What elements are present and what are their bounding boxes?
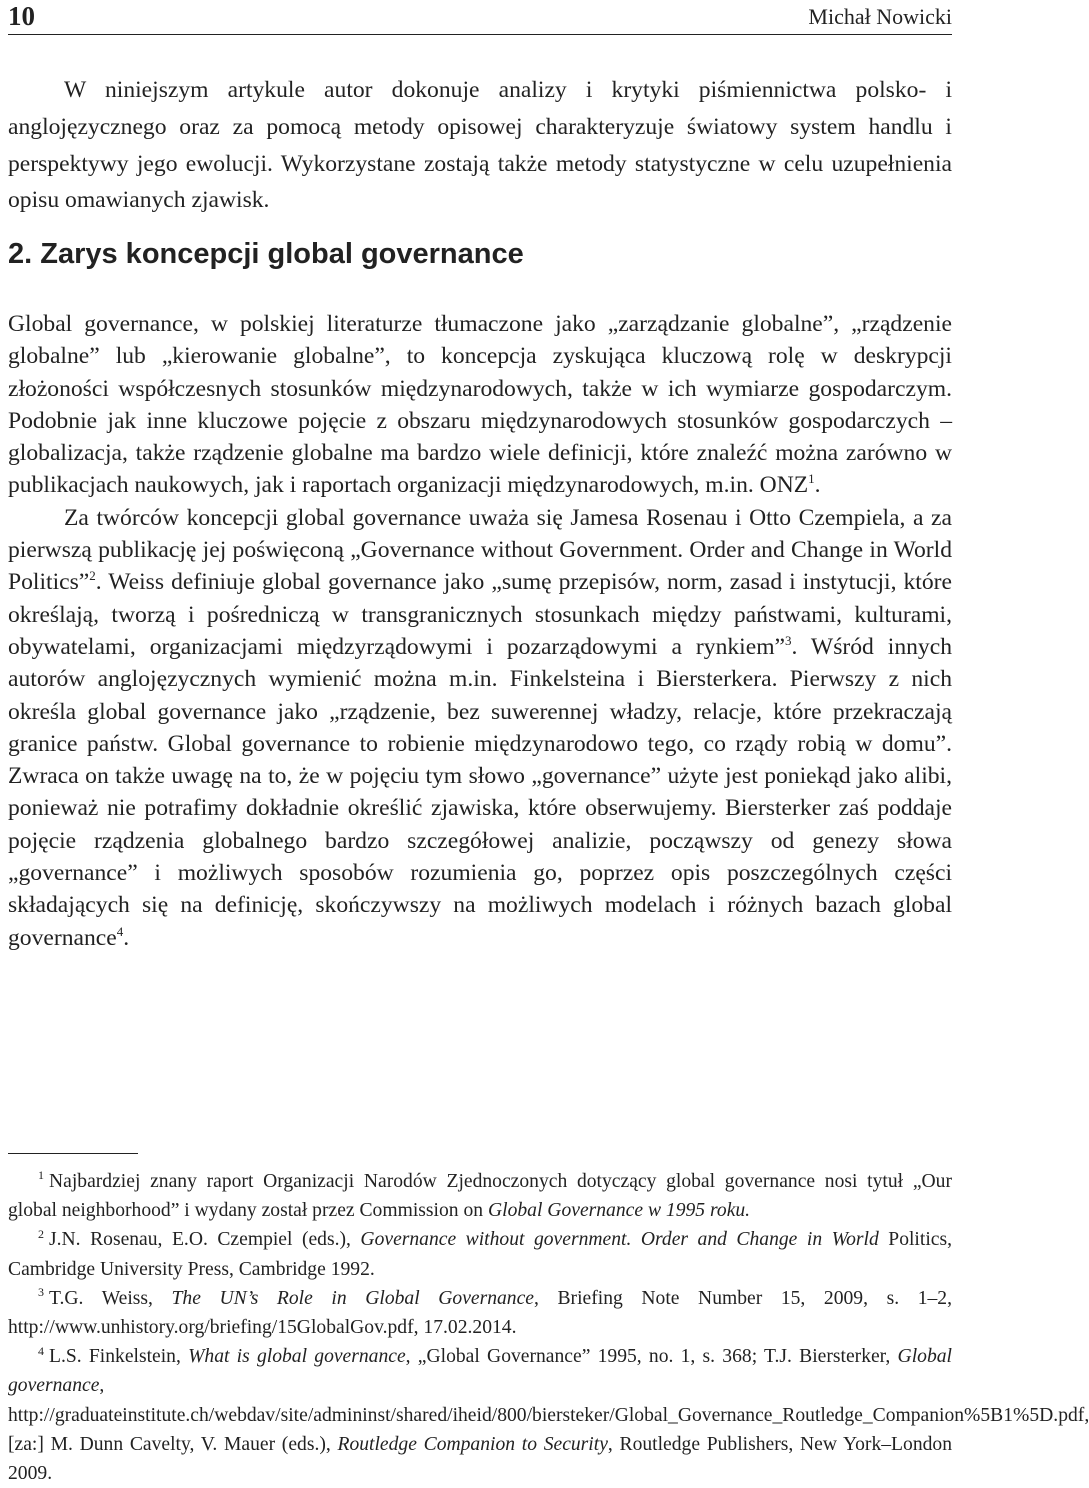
running-head-author: Michał Nowicki [808, 4, 952, 29]
footnote-ref-4[interactable]: 4 [116, 923, 124, 939]
footnote-text: , http://graduateinstitute.ch/webdav/site/admininst/shared/iheid/800/biersteker/Global_Governance_Routledge_Companion%5B1%5D.pdf, [za:] M. Dunn Cavelty, V. Mauer (eds.), [8, 1375, 1089, 1455]
body-text: Global governance, w polskiej literaturze tłumaczone jako „zarządzanie globalne”, „rządzenie globalne” lub „kierowanie globalne”, to koncepcja zyskująca kluczową rolę w deskrypcji złożoności współczesnych stosunków międzynarodowych, także w ich wymiarze gospodarczym. Podobnie jak inne kluczowe pojęcie z obszaru międzynarodowych stosunków gospodarczych – globalizacja, także rządzenie globalne ma bardzo wiele definicji, które znaleźć można zarówno w publikacjach naukowych, jak i raportach organizacji międzynarodowych, m.in. ONZ [8, 311, 952, 499]
footnote-italic: Governance without government. Order and Change in World [360, 1229, 879, 1251]
footnote-text: , Briefing Note Number 15, 2009, s. 1–2, http://www.unhistory.org/briefing/15GlobalGov.pdf, 17.02.2014. [8, 1287, 952, 1339]
page-number: 10 [8, 1, 35, 31]
body-text: . Wśród innych autorów anglojęzycznych wymienić można m.in. Finkelsteina i Biersterkera. Pierwszy z nich określa global governance jako „rządzenie, bez suwerennej władzy, relacje, które przekraczają granice państw. Global governance to robienie międzynarodowo tego, co rządy robią w domu”. Zwraca on także uwagę na to, że w pojęciu tym słowo „governance” użyte jest poniekąd jako alibi, ponieważ nie potrafimy dokładnie określić zjawiska, które obserwujemy. Biersterker zaś poddaje pojęcie rządzenia globalnego bardzo szczegółowej analizie, począwszy od genezy słowa „governance” i możliwych sposobów rozumienia go, poprzez opis poszczególnych części składających się na definicję, skończywszy na możliwych modelach i różnych bazach global governance [8, 633, 952, 951]
footnote-1 [8, 1167, 952, 1225]
footnote-text: L.S. Finkelstein, [49, 1346, 189, 1368]
footnotes [8, 1167, 1089, 1488]
footnote-italic: Global governance [8, 1346, 952, 1397]
intro-paragraph: W niniejszym artykule autor dokonuje analizy i krytyki piśmiennictwa polsko- i anglojęzycznego oraz za pomocą metody opisowej charakteryzuje światowy system handlu i perspektywy jego ewolucji. Wykorzystane zostają także metody statystyczne w celu uzupełnienia opisu omawianych zjawisk. [8, 77, 952, 214]
footnote-italic: Routledge Companion to Security [337, 1433, 608, 1455]
footnote-ref-2[interactable]: 2 [89, 568, 96, 584]
footnote-number: 3 [38, 1285, 44, 1300]
footnote-italic: The UN’s Role in Global Governance [171, 1287, 534, 1309]
section-heading: 2. Zarys koncepcji global governance [8, 238, 524, 270]
footnote-italic: Global Governance w 1995 roku. [487, 1200, 751, 1222]
footnote-text: Najbardziej znany raport Organizacji Narodów Zjednoczonych dotyczący global governance nosi tytuł „Our global neighborhood” i wydany został przez Commission on [8, 1171, 952, 1222]
footnote-ref-3[interactable]: 3 [785, 633, 792, 649]
footnote-text: Politics, Cambridge University Press, Cambridge 1992. [8, 1229, 952, 1280]
body-paragraph-1 [8, 308, 952, 502]
footnote-number: 1 [38, 1168, 44, 1183]
footnote-3 [8, 1284, 952, 1342]
body-text: . [123, 924, 130, 951]
footnote-text: J.N. Rosenau, E.O. Czempiel (eds.), [49, 1229, 361, 1251]
body-text: Za twórców koncepcji global governance uważa się Jamesa Rosenau i Otto Czempiela, a za pierwszą publikację jej poświęconą „Governance without Government. Order and Change in World Politics” [8, 504, 952, 596]
footnote-ref-1[interactable]: 1 [808, 471, 815, 487]
body-paragraph-2 [8, 502, 952, 954]
footnote-number: 2 [38, 1226, 44, 1241]
footnote-italic: What is global governance [188, 1346, 406, 1368]
section-body [8, 308, 952, 954]
footnote-text: , „Global Governance” 1995, no. 1, s. 368; T.J. Biersterker, [405, 1346, 898, 1368]
body-text: . Weiss definiuje global governance jako „sumę przepisów, norm, zasad i instytucji, które określają, tworzą i pośredniczą w transgranicznych stosunkach między państwami, kulturami, obywatelami, organizacjami międzyrządowymi i pozarządowymi a rynkiem” [8, 569, 952, 660]
footnote-number: 4 [38, 1343, 44, 1358]
footnote-text: , Routledge Publishers, New York–London 2009. [8, 1433, 953, 1485]
footnote-text: T.G. Weiss, [49, 1287, 172, 1309]
footnote-separator [8, 1153, 138, 1154]
footnote-4 [8, 1342, 1089, 1488]
footnote-2 [8, 1225, 952, 1283]
running-header [8, 0, 952, 35]
body-text: . [814, 472, 821, 499]
